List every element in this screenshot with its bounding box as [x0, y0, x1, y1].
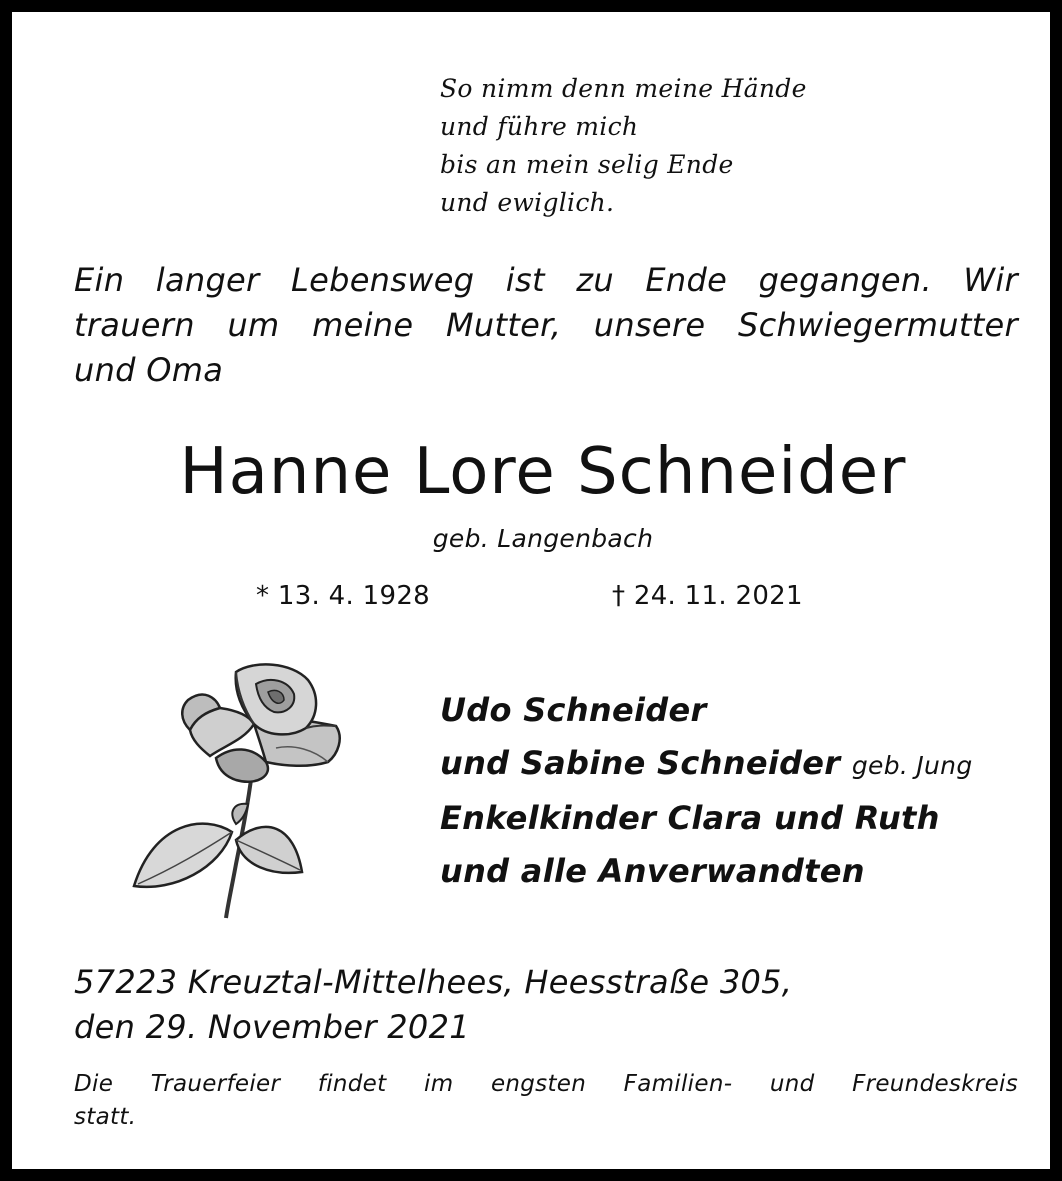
- birth-date: * 13. 4. 1928: [256, 581, 431, 611]
- note-line: Die Trauerfeier findet im engsten Familien- und Freundeskreis: [74, 1071, 1018, 1097]
- mourner-line: und alle Anverwandten: [440, 852, 865, 890]
- intro-line: und Oma: [74, 351, 224, 389]
- mourners-list: [440, 684, 973, 898]
- verse-line: und ewiglich.: [440, 188, 615, 217]
- deceased-name: Hanne Lore Schneider: [179, 435, 907, 509]
- intro-line: Ein langer Lebensweg ist zu Ende gegangen. Wir: [74, 261, 1018, 299]
- intro-line: trauern um meine Mutter, unsere Schwiegermutter: [74, 306, 1018, 344]
- address: [74, 960, 792, 1050]
- rose-illustration: [124, 654, 360, 920]
- verse-line: So nimm denn meine Hände: [440, 74, 807, 103]
- mourner-name: und Sabine Schneider: [440, 744, 841, 782]
- date-line: den 29. November 2021: [74, 1008, 470, 1046]
- verse: [440, 70, 807, 222]
- mourner-line: Udo Schneider: [440, 691, 707, 729]
- maiden-name: geb. Langenbach: [432, 524, 654, 553]
- intro-text: [74, 258, 1018, 393]
- mourner-line: Enkelkinder Clara und Ruth: [440, 799, 940, 837]
- address-line: 57223 Kreuztal-Mittelhees, Heesstraße 305,: [74, 963, 793, 1001]
- funeral-note: [74, 1068, 1018, 1134]
- verse-line: und führe mich: [440, 112, 639, 141]
- note-line: statt.: [74, 1104, 137, 1130]
- death-date: † 24. 11. 2021: [612, 581, 803, 611]
- verse-line: bis an mein selig Ende: [440, 150, 734, 179]
- mourner-line: [440, 737, 973, 792]
- mourner-maiden-name: geb. Jung: [851, 751, 973, 780]
